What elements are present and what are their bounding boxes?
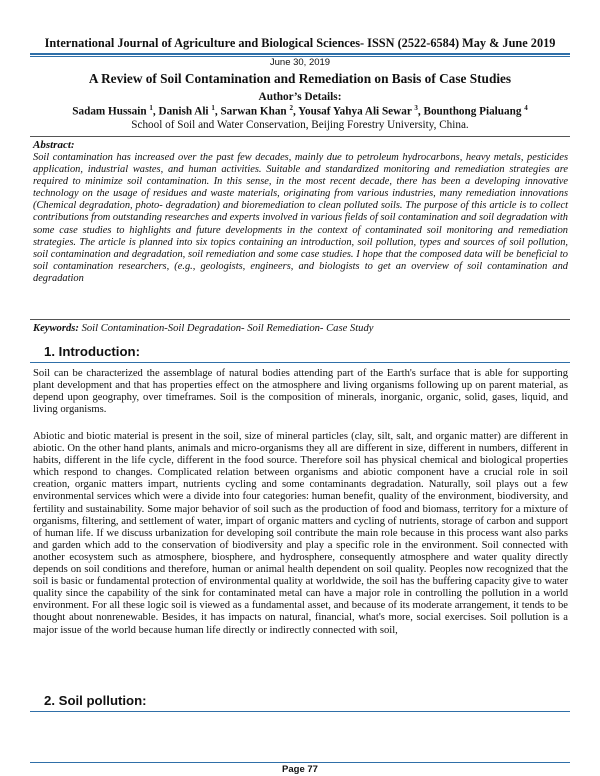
journal-header: International Journal of Agriculture and Biological Sciences- ISSN (2522-6584) May & June 2019 — [44, 36, 556, 50]
paragraph: Soil can be characterized the assemblage of natural bodies attending part of the Earth's surface that is able for supporting plant development and that has properties effect on the atmosphere and living organisms following up on parent material, as depend upon geography, over timeframes. Soil is the composition of minerals, inorganic, organic, solid, gases, liquid, and living organisms. — [33, 368, 568, 416]
section-heading-soil-pollution: 2. Soil pollution: — [44, 693, 147, 708]
abstract-text: Soil contamination has increased over the past few decades, mainly due to petroleum hydrocarbons, heavy metals, pesticides application, industrial wastes, and human activities. Suitable and standardized monitoring and remediation strategies are required to minimize soil contamination. In this sense, in the most recent decade, there has been a developing innovative technology on the usage of residues and waste materials, originating from various industries, many remediation innovations (Chemical degradation, photo- degradation) and bioremediation to clean polluted soils. The purpose of this article is to collect contributions from outstanding researches and experts involved in various fields of soil contamination and soil degradation with some case studies to highlights and future developments in the context of contaminated soil monitoring and remediation strategies. The article is planned into six topics containing an introduction, soil pollution, types and sources of soil pollution, soil contamination and degradation, soil remediation and some case studies. I hope that the composed data will be beneficial to soil contamination researchers, (e.g., geologists, engineers, and biologists to get an overview of soil contamination and degradation — [33, 152, 568, 284]
author-list: Sadam Hussain $^1$, Danish Ali $^1$, Sarwan Khan $^2$, Yousaf Yahya Ali Sewar $^3$, Bounthong Pialuang $^4$ — [72, 104, 528, 118]
paragraph: Abiotic and biotic material is present in the soil, size of mineral particles (clay, silt, salt, and organic matter) are different in abiotic. On the other hand plants, animals and micro-organisms they all are different in size, different in numbers, different in habits, different in the life cycle, different in the food source. Therefore soil has physical chemical and biological properties which respond to changes. Complicated relation between organisms and abiotic component have a crucial role in soil creation, organic matters impart, nutrients cycling and some contaminants degradation. Naturally, soil plays out a few environmental services which were a divide into four categories: human benefit, quality of the environment, biodiversity, and fertility and sustainability. Some major behavior of soil such as the production of food and biomass, territory for a mixture of organisms, filtering, and settlement of water, impart of organic matters and cycling of nutrients, storage of carbon and support of human life. If we discuss urbanization for developing soil contribute the main role because in this process want also parks and garden which add to the conservation of biodiversity and play a specific role in the environment. Soil connected with another ecosystem such as atmosphere, biosphere, and hydrosphere, consequently atmosphere and water quality directly depends on soil conditions and therefore, human or animal health dependent on soil quality. Peoples now recognized that the soil is basic or fundamental protection of environmental quality at worldwide, the soil has the buffering capacity give to water quality since the capability of the sink for contaminated metal can have a major role in controlling the pollution in a world environment. For all these logic soil is viewed as a fundamental asset, and because of its moderate arrangement, it tends to be thought about nonrenewable. Besides, it has impacts on natural, financial, what's more, social exercises. Soil pollution is a major issue of the world because human life directly or indirectly connected with soil, — [33, 431, 568, 636]
author-name: Sadam Hussain — [72, 105, 147, 118]
page-number: Page 77 — [282, 764, 318, 775]
abstract-top-rule — [30, 136, 570, 137]
publication-date: June 30, 2019 — [269, 57, 331, 68]
author-name: Sarwan Khan — [220, 105, 287, 118]
keywords-label: Keywords: — [33, 323, 79, 334]
author-affiliation-mark: 3 — [414, 104, 418, 112]
author-affiliation-mark: 4 — [524, 104, 528, 112]
section-rule — [30, 711, 570, 712]
author-name: Yousaf Yahya Ali Sewar — [298, 105, 412, 118]
affiliation: School of Soil and Water Conservation, Beijing Forestry University, China. — [131, 119, 469, 131]
author-name: Danish Ali — [158, 105, 209, 118]
author-affiliation-mark: 1 — [149, 104, 153, 112]
abstract-bottom-rule — [30, 319, 570, 320]
keywords-text: Soil Contamination-Soil Degradation- Soil Remediation- Case Study — [81, 323, 374, 334]
header-rule — [30, 53, 570, 55]
section-rule — [30, 362, 570, 363]
author-name: Bounthong Pialuang — [423, 105, 522, 118]
abstract-label: Abstract: — [33, 139, 75, 151]
author-affiliation-mark: 1 — [211, 104, 215, 112]
author-affiliation-mark: 2 — [289, 104, 293, 112]
authors-label: Author’s Details: — [258, 91, 342, 103]
keywords — [33, 323, 568, 334]
section-heading-introduction: 1. Introduction: — [44, 344, 140, 359]
paper-title: A Review of Soil Contamination and Remediation on Basis of Case Studies — [88, 71, 512, 86]
footer-rule — [30, 762, 570, 763]
